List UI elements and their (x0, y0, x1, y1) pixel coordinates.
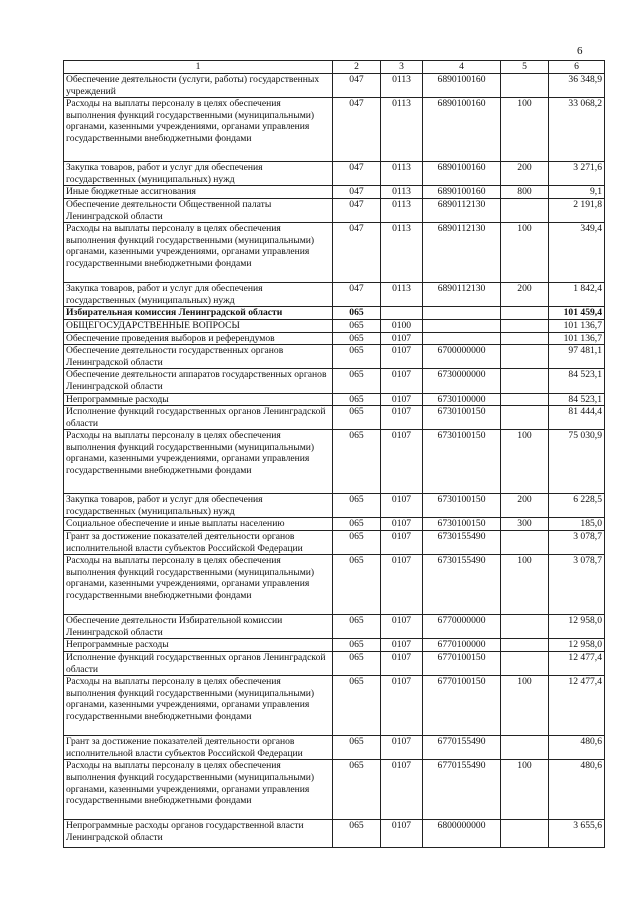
row-expense-type-cell (501, 198, 549, 222)
table-row (64, 531, 605, 555)
table-row (64, 393, 605, 406)
row-target-article-cell: 6890100160 (423, 98, 501, 162)
row-glava-cell: 065 (333, 615, 381, 639)
row-sum-cell: 3 271,6 (549, 162, 605, 186)
row-glava-cell: 065 (333, 639, 381, 652)
row-glava-cell: 065 (333, 307, 381, 320)
row-razdel-cell: 0107 (381, 820, 423, 848)
row-target-article-cell: 6770100000 (423, 639, 501, 652)
table-row (64, 307, 605, 320)
column-header-glava: 2 (333, 61, 381, 74)
column-header-name: 1 (64, 61, 333, 74)
column-header-sum: 6 (549, 61, 605, 74)
row-target-article-cell: 6730000000 (423, 369, 501, 393)
row-sum-cell: 84 523,1 (549, 393, 605, 406)
row-name-cell: ОБЩЕГОСУДАРСТВЕННЫЕ ВОПРОСЫ (64, 319, 333, 332)
row-razdel-cell: 0107 (381, 332, 423, 345)
row-expense-type-cell (501, 531, 549, 555)
row-glava-cell: 065 (333, 393, 381, 406)
row-expense-type-cell: 200 (501, 283, 549, 307)
row-razdel-cell: 0107 (381, 494, 423, 518)
row-sum-cell: 3 655,6 (549, 820, 605, 848)
row-name-cell: Расходы на выплаты персоналу в целях обеспечения выполнения функций государственными (муниципальными) органами, казенными учреждениями, органами управления государственными внебюджетными фондами (64, 430, 333, 494)
row-glava-cell: 065 (333, 406, 381, 430)
row-target-article-cell: 6770155490 (423, 736, 501, 760)
table-row (64, 162, 605, 186)
row-razdel-cell: 0107 (381, 345, 423, 369)
row-expense-type-cell (501, 369, 549, 393)
row-target-article-cell: 6770155490 (423, 760, 501, 820)
row-sum-cell: 12 958,0 (549, 639, 605, 652)
table-row (64, 736, 605, 760)
row-expense-type-cell (501, 652, 549, 676)
row-target-article-cell: 6730100150 (423, 494, 501, 518)
row-expense-type-cell: 200 (501, 162, 549, 186)
row-name-cell: Обеспечение деятельности Избирательной комиссии Ленинградской области (64, 615, 333, 639)
row-sum-cell: 349,4 (549, 223, 605, 283)
row-glava-cell: 065 (333, 555, 381, 615)
row-name-cell: Обеспечение деятельности государственных органов Ленинградской области (64, 345, 333, 369)
row-sum-cell: 81 444,4 (549, 406, 605, 430)
row-glava-cell: 047 (333, 74, 381, 98)
table-row (64, 639, 605, 652)
row-sum-cell: 33 068,2 (549, 98, 605, 162)
row-name-cell: Закупка товаров, работ и услуг для обеспечения государственных (муниципальных) нужд (64, 494, 333, 518)
row-sum-cell: 480,6 (549, 736, 605, 760)
row-target-article-cell: 6800000000 (423, 820, 501, 848)
table-row (64, 430, 605, 494)
row-glava-cell: 065 (333, 760, 381, 820)
row-target-article-cell: 6730100000 (423, 393, 501, 406)
row-target-article-cell: 6730155490 (423, 531, 501, 555)
page-number: 6 (577, 45, 583, 57)
row-glava-cell: 065 (333, 345, 381, 369)
row-razdel-cell: 0113 (381, 98, 423, 162)
row-sum-cell: 97 481,1 (549, 345, 605, 369)
row-razdel-cell: 0100 (381, 319, 423, 332)
header-row (64, 61, 605, 74)
row-razdel-cell: 0107 (381, 406, 423, 430)
row-glava-cell: 065 (333, 494, 381, 518)
row-expense-type-cell: 800 (501, 186, 549, 199)
row-glava-cell: 065 (333, 369, 381, 393)
row-expense-type-cell (501, 615, 549, 639)
row-name-cell: Непрограммные расходы (64, 393, 333, 406)
table-row (64, 198, 605, 222)
row-sum-cell: 6 228,5 (549, 494, 605, 518)
row-sum-cell: 75 030,9 (549, 430, 605, 494)
row-glava-cell: 047 (333, 198, 381, 222)
table-body (64, 74, 605, 848)
row-razdel-cell: 0107 (381, 652, 423, 676)
row-target-article-cell: 6770100150 (423, 652, 501, 676)
row-expense-type-cell (501, 393, 549, 406)
table-row (64, 676, 605, 736)
row-sum-cell: 2 191,8 (549, 198, 605, 222)
table-row (64, 820, 605, 848)
row-glava-cell: 047 (333, 98, 381, 162)
row-name-cell: Непрограммные расходы (64, 639, 333, 652)
row-expense-type-cell: 100 (501, 223, 549, 283)
row-razdel-cell: 0107 (381, 393, 423, 406)
row-glava-cell: 065 (333, 518, 381, 531)
column-header-target-article: 4 (423, 61, 501, 74)
table-row (64, 74, 605, 98)
row-sum-cell: 9,1 (549, 186, 605, 199)
row-glava-cell: 065 (333, 652, 381, 676)
row-expense-type-cell: 100 (501, 676, 549, 736)
row-expense-type-cell (501, 639, 549, 652)
table-row (64, 186, 605, 199)
row-glava-cell: 065 (333, 736, 381, 760)
row-sum-cell: 36 348,9 (549, 74, 605, 98)
row-sum-cell: 12 477,4 (549, 652, 605, 676)
table-row (64, 98, 605, 162)
row-glava-cell: 065 (333, 430, 381, 494)
row-expense-type-cell (501, 820, 549, 848)
table-row (64, 555, 605, 615)
row-sum-cell: 101 136,7 (549, 319, 605, 332)
row-sum-cell: 12 477,4 (549, 676, 605, 736)
row-razdel-cell: 0107 (381, 369, 423, 393)
row-sum-cell: 101 459,4 (549, 307, 605, 320)
table-row (64, 332, 605, 345)
row-target-article-cell: 6890112130 (423, 198, 501, 222)
row-razdel-cell: 0107 (381, 518, 423, 531)
row-expense-type-cell (501, 74, 549, 98)
column-header-expense-type: 5 (501, 61, 549, 74)
row-razdel-cell: 0107 (381, 615, 423, 639)
row-name-cell: Исполнение функций государственных органов Ленинградской области (64, 652, 333, 676)
row-sum-cell: 12 958,0 (549, 615, 605, 639)
row-name-cell: Расходы на выплаты персоналу в целях обеспечения выполнения функций государственными (муниципальными) органами, казенными учреждениями, органами управления государственными внебюджетными фондами (64, 223, 333, 283)
row-razdel-cell: 0113 (381, 74, 423, 98)
row-razdel-cell: 0107 (381, 760, 423, 820)
row-target-article-cell: 6890112130 (423, 283, 501, 307)
table-row (64, 345, 605, 369)
row-expense-type-cell: 100 (501, 555, 549, 615)
row-name-cell: Расходы на выплаты персоналу в целях обеспечения выполнения функций государственными (муниципальными) органами, казенными учреждениями, органами управления государственными внебюджетными фондами (64, 555, 333, 615)
row-expense-type-cell (501, 736, 549, 760)
row-razdel-cell: 0113 (381, 162, 423, 186)
row-target-article-cell: 6890112130 (423, 223, 501, 283)
row-name-cell: Обеспечение деятельности аппаратов государственных органов Ленинградской области (64, 369, 333, 393)
row-glava-cell: 065 (333, 820, 381, 848)
row-name-cell: Иные бюджетные ассигнования (64, 186, 333, 199)
row-sum-cell: 3 078,7 (549, 531, 605, 555)
row-razdel-cell: 0113 (381, 198, 423, 222)
row-target-article-cell: 6730155490 (423, 555, 501, 615)
row-name-cell: Обеспечение проведения выборов и референдумов (64, 332, 333, 345)
row-razdel-cell: 0107 (381, 531, 423, 555)
row-glava-cell: 065 (333, 531, 381, 555)
budget-table (63, 60, 605, 848)
table-row (64, 760, 605, 820)
row-name-cell: Исполнение функций государственных органов Ленинградской области (64, 406, 333, 430)
row-sum-cell: 84 523,1 (549, 369, 605, 393)
table-row (64, 406, 605, 430)
row-glava-cell: 047 (333, 283, 381, 307)
row-razdel-cell: 0107 (381, 430, 423, 494)
row-razdel-cell: 0107 (381, 676, 423, 736)
row-razdel-cell: 0113 (381, 223, 423, 283)
row-name-cell: Грант за достижение показателей деятельности органов исполнительной власти субъектов Российской Федерации (64, 531, 333, 555)
row-glava-cell: 065 (333, 332, 381, 345)
table-row (64, 283, 605, 307)
table-row (64, 518, 605, 531)
row-glava-cell: 065 (333, 319, 381, 332)
row-sum-cell: 1 842,4 (549, 283, 605, 307)
row-sum-cell: 480,6 (549, 760, 605, 820)
row-expense-type-cell: 100 (501, 98, 549, 162)
row-target-article-cell: 6770100150 (423, 676, 501, 736)
row-name-cell: Закупка товаров, работ и услуг для обеспечения государственных (муниципальных) нужд (64, 283, 333, 307)
row-name-cell: Расходы на выплаты персоналу в целях обеспечения выполнения функций государственными (муниципальными) органами, казенными учреждениями, органами управления государственными внебюджетными фондами (64, 676, 333, 736)
row-expense-type-cell (501, 345, 549, 369)
row-expense-type-cell: 200 (501, 494, 549, 518)
row-target-article-cell: 6890100160 (423, 186, 501, 199)
row-name-cell: Закупка товаров, работ и услуг для обеспечения государственных (муниципальных) нужд (64, 162, 333, 186)
row-name-cell: Непрограммные расходы органов государственной власти Ленинградской области (64, 820, 333, 848)
row-target-article-cell (423, 319, 501, 332)
row-target-article-cell: 6730100150 (423, 430, 501, 494)
row-sum-cell: 185,0 (549, 518, 605, 531)
row-target-article-cell: 6890100160 (423, 162, 501, 186)
row-razdel-cell: 0107 (381, 736, 423, 760)
row-name-cell: Обеспечение деятельности (услуги, работы) государственных учреждений (64, 74, 333, 98)
row-glava-cell: 047 (333, 186, 381, 199)
row-target-article-cell: 6730100150 (423, 518, 501, 531)
row-name-cell: Расходы на выплаты персоналу в целях обеспечения выполнения функций государственными (муниципальными) органами, казенными учреждениями, органами управления государственными внебюджетными фондами (64, 98, 333, 162)
table-row (64, 223, 605, 283)
row-name-cell: Социальное обеспечение и иные выплаты населению (64, 518, 333, 531)
row-expense-type-cell: 100 (501, 430, 549, 494)
row-expense-type-cell: 100 (501, 760, 549, 820)
table-row (64, 652, 605, 676)
row-glava-cell: 065 (333, 676, 381, 736)
row-expense-type-cell (501, 307, 549, 320)
row-razdel-cell: 0107 (381, 639, 423, 652)
row-razdel-cell: 0107 (381, 555, 423, 615)
row-expense-type-cell: 300 (501, 518, 549, 531)
row-razdel-cell: 0113 (381, 186, 423, 199)
table-row (64, 494, 605, 518)
row-name-cell: Избирательная комиссия Ленинградской области (64, 307, 333, 320)
row-expense-type-cell (501, 406, 549, 430)
row-target-article-cell (423, 332, 501, 345)
row-glava-cell: 047 (333, 162, 381, 186)
row-target-article-cell (423, 307, 501, 320)
row-razdel-cell: 0113 (381, 283, 423, 307)
row-sum-cell: 101 136,7 (549, 332, 605, 345)
table-row (64, 615, 605, 639)
row-name-cell: Грант за достижение показателей деятельности органов исполнительной власти субъектов Российской Федерации (64, 736, 333, 760)
row-razdel-cell (381, 307, 423, 320)
row-sum-cell: 3 078,7 (549, 555, 605, 615)
row-expense-type-cell (501, 332, 549, 345)
row-target-article-cell: 6730100150 (423, 406, 501, 430)
column-header-razdel: 3 (381, 61, 423, 74)
row-name-cell: Обеспечение деятельности Общественной палаты Ленинградской области (64, 198, 333, 222)
row-target-article-cell: 6770000000 (423, 615, 501, 639)
table-row (64, 319, 605, 332)
row-name-cell: Расходы на выплаты персоналу в целях обеспечения выполнения функций государственными (муниципальными) органами, казенными учреждениями, органами управления государственными внебюджетными фондами (64, 760, 333, 820)
row-expense-type-cell (501, 319, 549, 332)
table-row (64, 369, 605, 393)
row-target-article-cell: 6700000000 (423, 345, 501, 369)
row-target-article-cell: 6890100160 (423, 74, 501, 98)
row-glava-cell: 047 (333, 223, 381, 283)
